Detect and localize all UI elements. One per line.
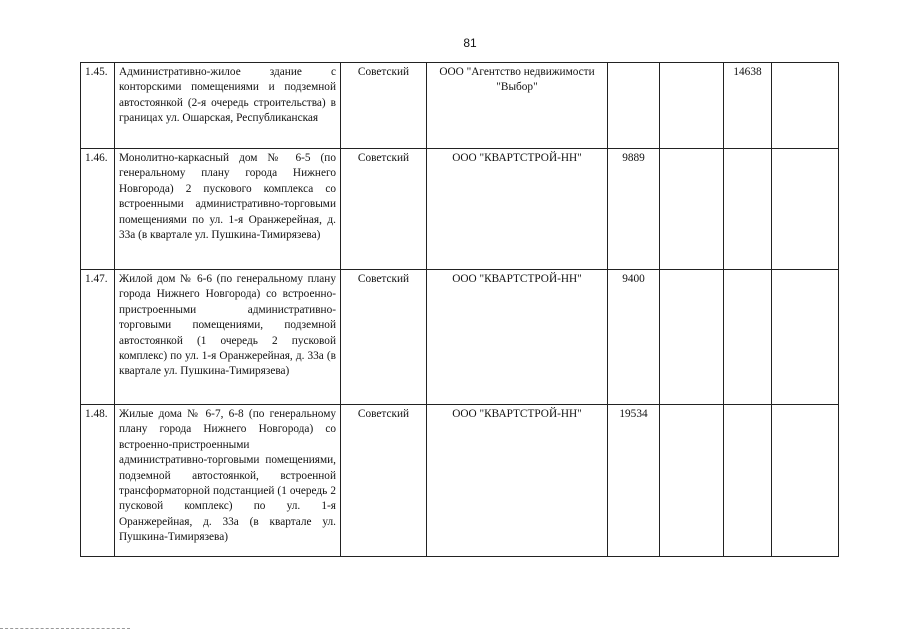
value-cell <box>608 63 660 149</box>
table-row <box>81 270 839 405</box>
value-cell <box>724 405 772 557</box>
objects-table <box>80 62 839 557</box>
value-cell <box>660 270 724 405</box>
value-cell <box>772 270 839 405</box>
developer-cell: ООО "КВАРТСТРОЙ-НН" <box>427 405 608 557</box>
district-cell: Советский <box>341 405 427 557</box>
table-row <box>81 63 839 149</box>
value-cell <box>660 149 724 270</box>
district-cell: Советский <box>341 149 427 270</box>
value-cell: 14638 <box>724 63 772 149</box>
object-description: Жилой дом № 6-6 (по генеральному плану города Нижнего Новгорода) со встроенно-пристроенными административно-торговыми помещениями, подземной автостоянкой (1 очередь 2 пусковой комплекс) по ул. 1-я Оранжерейная, д. 33а (в квартале ул. Пушкина-Тимирязева) <box>115 270 341 405</box>
value-cell <box>772 405 839 557</box>
table-row <box>81 149 839 270</box>
developer-cell: ООО "Агентство недвижимости "Выбор" <box>427 63 608 149</box>
object-description: Монолитно-каркасный дом № 6-5 (по генеральному плану города Нижнего Новгорода) 2 пускового комплекса со встроенными административно-торговыми помещениями по ул. 1-я Оранжерейная, д. 33а (в квартале ул. Пушкина-Тимирязева) <box>115 149 341 270</box>
row-number: 1.48. <box>81 405 115 557</box>
value-cell: 9889 <box>608 149 660 270</box>
value-cell <box>772 63 839 149</box>
district-cell: Советский <box>341 270 427 405</box>
row-number: 1.46. <box>81 149 115 270</box>
district-cell: Советский <box>341 63 427 149</box>
page-number: 81 <box>463 36 477 50</box>
value-cell <box>724 149 772 270</box>
row-number: 1.47. <box>81 270 115 405</box>
table-row <box>81 405 839 557</box>
footer-divider <box>0 628 130 629</box>
object-description: Административно-жилое здание с конторскими помещениями и подземной автостоянкой (2-я очередь строительства) в границах ул. Ошарская, Республиканская <box>115 63 341 149</box>
row-number: 1.45. <box>81 63 115 149</box>
value-cell: 19534 <box>608 405 660 557</box>
value-cell <box>772 149 839 270</box>
value-cell: 9400 <box>608 270 660 405</box>
value-cell <box>724 270 772 405</box>
value-cell <box>660 63 724 149</box>
developer-cell: ООО "КВАРТСТРОЙ-НН" <box>427 149 608 270</box>
object-description: Жилые дома № 6-7, 6-8 (по генеральному плану города Нижнего Новгорода) со встроенно-пристроенными административно-торговыми помещениями, подземной автостоянкой, встроенной трансформаторной подстанцией (1 очередь 2 пусковой комплекс) по ул. 1-я Оранжерейная, д. 33а (в квартале ул. Пушкина-Тимирязева) <box>115 405 341 557</box>
developer-cell: ООО "КВАРТСТРОЙ-НН" <box>427 270 608 405</box>
value-cell <box>660 405 724 557</box>
